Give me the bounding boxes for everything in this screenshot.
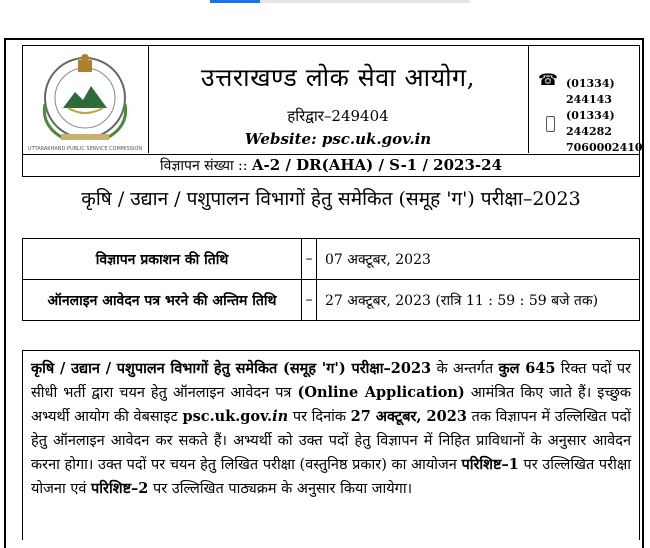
advertisement-number-row: [22, 155, 640, 177]
letterhead: [22, 45, 643, 155]
body-online-application: (Online Application): [297, 384, 465, 401]
body-last-date: 27 अक्टूबर, 2023: [350, 408, 467, 425]
body-exam-name: कृषि / उद्यान / पशुपालन विभागों हेतु समेकित (समूह 'ग') परीक्षा–2023: [31, 360, 432, 377]
organization-website[interactable]: Website: psc.uk.gov.in: [244, 130, 432, 148]
important-dates-table: [22, 238, 640, 321]
date-label: विज्ञापन प्रकाशन की तिथि: [23, 239, 302, 280]
commission-emblem-icon: [23, 46, 148, 153]
top-scroll-indicator: [210, 0, 470, 3]
table-row: [23, 239, 640, 280]
body-text: तक विज्ञापन में उल्लिखित पदों हेतु ऑनलाइन आवेदन कर सकते हैं। अभ्यर्थी को उक्त पदों हेतु विज्ञापन में निहित प्राविधानों के अनुसार आवेदन करना होगा। उक्त पदों पर चयन हेतु लिखित परीक्षा (वस्तुनिष्ठ प्रकार) का आयोजन: [31, 409, 631, 473]
body-text: रिक्त पदों पर सीधी भर्ती द्वारा चयन हेतु ऑनलाइन आवेदन पत्र: [31, 361, 631, 401]
date-value: 27 अक्टूबर, 2023 (रात्रि 11 : 59 : 59 बजे तक): [317, 280, 640, 321]
scroll-indicator-accent: [210, 0, 260, 3]
letterhead-center: [148, 46, 529, 153]
phone-number: 7060002410: [566, 141, 643, 154]
phone-numbers: [566, 76, 643, 156]
body-text: के अन्तर्गत: [431, 361, 499, 377]
telephone-icon: ☎: [538, 70, 558, 89]
body-text: पर दिनांक: [288, 409, 351, 425]
phone-number: (01334) 244282: [566, 109, 615, 138]
advertisement-label: विज्ञापन संख्या ::: [160, 158, 252, 174]
body-appendix-2: परिशिष्ट–2: [91, 480, 149, 497]
body-appendix-1: परिशिष्ट–1: [461, 456, 519, 473]
advertisement-number: A-2 / DR(AHA) / S-1 / 2023-24: [251, 156, 502, 174]
body-text: आमंत्रित किए जाते हैं। इच्छुक अभ्यर्थी आयोग की वेबसाइट: [31, 385, 631, 425]
date-dash: –: [302, 280, 317, 321]
date-dash: –: [302, 239, 317, 280]
organization-name: उत्तराखण्ड लोक सेवा आयोग,: [200, 63, 476, 92]
mobile-phone-icon: [546, 116, 555, 132]
logo-cell: [23, 46, 149, 153]
date-value: 07 अक्टूबर, 2023: [317, 239, 640, 280]
table-row: [23, 280, 640, 321]
organization-city: हरिद्वार–249404: [287, 107, 389, 125]
contact-cell: [528, 46, 641, 153]
notice-body: [22, 350, 640, 540]
body-vacancy-count: कुल 645: [498, 360, 556, 377]
body-text: पर उल्लिखित परीक्षा योजना एवं: [31, 457, 631, 497]
logo-caption: UTTARAKHAND PUBLIC SERVICE COMMISSION: [27, 146, 143, 152]
body-website-domain: psc.uk.gov.: [182, 408, 273, 425]
body-website-link[interactable]: [182, 408, 288, 425]
body-website-tld: in: [272, 408, 289, 425]
body-text: पर उल्लिखित पाठ्यक्रम के अनुसार किया जायेगा।: [148, 481, 413, 497]
exam-title: कृषि / उद्यान / पशुपालन विभागों हेतु समेकित (समूह 'ग') परीक्षा–2023: [81, 188, 581, 210]
date-label: ऑनलाइन आवेदन पत्र भरने की अन्तिम तिथि: [23, 280, 302, 321]
phone-number: (01334) 244143: [566, 77, 615, 106]
